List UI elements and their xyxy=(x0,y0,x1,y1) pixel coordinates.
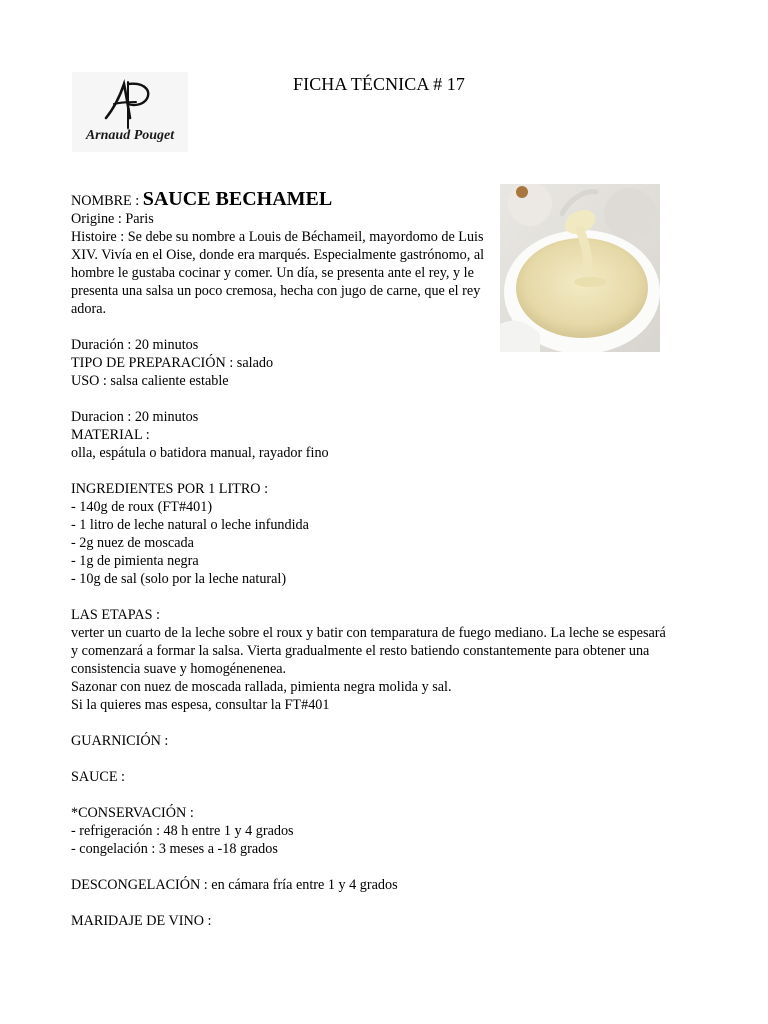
guarnicion-label: GUARNICIÓN : xyxy=(71,733,169,749)
conservacion-label: *CONSERVACIÓN : xyxy=(71,805,194,821)
ingredient-item: - 140g de roux (FT#401) xyxy=(71,499,213,515)
maridaje-label: MARIDAJE DE VINO : xyxy=(71,913,212,929)
duracion-line: Duración : 20 minutos xyxy=(71,337,199,353)
material-value: olla, espátula o batidora manual, rayador fino xyxy=(71,445,329,461)
nombre-line xyxy=(71,184,671,210)
conservacion-item: - refrigeración : 48 h entre 1 y 4 grados xyxy=(71,823,294,839)
logo-text: Arnaud Pouget xyxy=(85,128,175,143)
tipo-line: TIPO DE PREPARACIÓN : salado xyxy=(71,355,274,371)
monogram-icon xyxy=(100,78,160,130)
ingredient-item: - 10g de sal (solo por la leche natural) xyxy=(71,571,287,587)
ingredientes-label: INGREDIENTES POR 1 LITRO : xyxy=(71,481,269,497)
etapa-step: Sazonar con nuez de moscada rallada, pimienta negra molida y sal. xyxy=(71,679,452,695)
descongelacion-line: DESCONGELACIÓN : en cámara fría entre 1 y 4 grados xyxy=(71,877,398,893)
recipe-body xyxy=(71,184,671,930)
etapas-label: LAS ETAPAS : xyxy=(71,607,161,623)
origine-line: Origine : Paris xyxy=(71,211,154,227)
conservacion-item: - congelación : 3 meses a -18 grados xyxy=(71,841,278,857)
document-title: FICHA TÉCNICA # 17 xyxy=(293,74,465,94)
ingredient-item: - 1g de pimienta negra xyxy=(71,553,199,569)
nombre-label: NOMBRE : xyxy=(71,193,143,209)
recipe-name: SAUCE BECHAMEL xyxy=(142,188,333,210)
etapa-step: Si la quieres mas espesa, consultar la FT#401 xyxy=(71,697,330,713)
ingredient-item: - 1 litro de leche natural o leche infundida xyxy=(71,517,309,533)
material-label: MATERIAL : xyxy=(71,427,150,443)
ingredient-item: - 2g nuez de moscada xyxy=(71,535,194,551)
brand-logo xyxy=(72,72,188,152)
uso-line: USO : salsa caliente estable xyxy=(71,373,229,389)
duracion2-line: Duracion : 20 minutos xyxy=(71,409,199,425)
histoire-text: Histoire : Se debe su nombre a Louis de Béchameil, mayordomo de Luis XIV. Vivía en el Oise, donde era marqués. Especialmente gastrónomo, al hombre le gustaba cocinar y comer. Un día, se presenta ante el rey, y le presenta una salsa un poco cremosa, hecha con jugo de carne, que el rey adora. xyxy=(71,229,485,317)
etapa-step: verter un cuarto de la leche sobre el roux y batir con temparatura de fuego mediano. La leche se espesará y comenzará a formar la salsa. Vierta gradualmente el resto batiendo constantemente para obtener una consistencia suave y homogénenenea. xyxy=(71,625,666,677)
sauce-label: SAUCE : xyxy=(71,769,125,785)
